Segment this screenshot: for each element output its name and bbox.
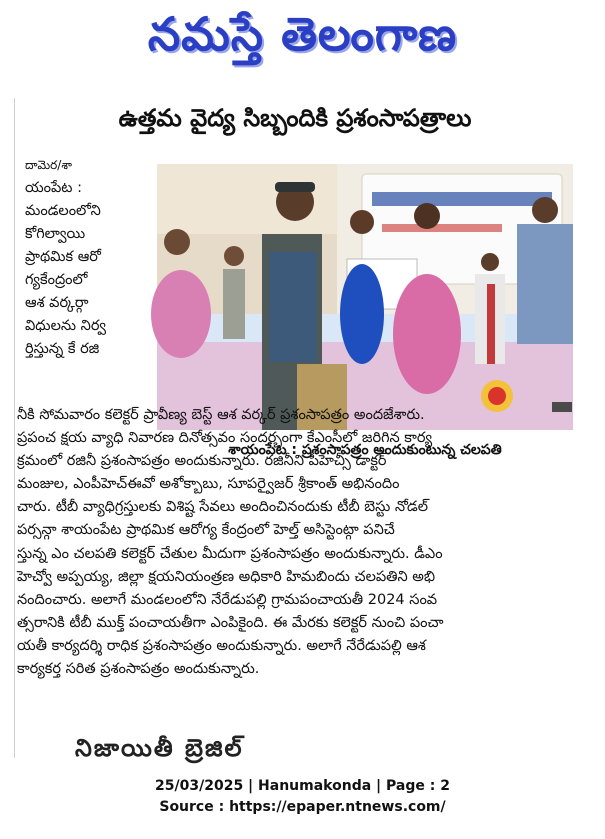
dateline: దామెర/శా bbox=[25, 158, 72, 172]
cut-headline-text: నిజాయితీ బ్రెజిల్ bbox=[75, 734, 244, 762]
lead-line: యంపేట : bbox=[25, 180, 82, 196]
photo-caption: శాయంపేట : ప్రశంసాపత్రం అందుకుంటున్న చలపతి bbox=[228, 442, 502, 458]
lead-line: మండలంలోని bbox=[25, 203, 101, 219]
news-clipping bbox=[14, 98, 575, 762]
body-line: పర్సన్గా శాయంపేట ప్రాథమిక ఆరోగ్య కేంద్రంలో హెల్త్ అసిస్టెంట్గా పనిచే bbox=[17, 522, 395, 539]
newspaper-logo: నమస్తే తెలంగాణ bbox=[147, 7, 458, 61]
body-line: క్రమంలో రజినీ ప్రశంసాపత్రం అందుకున్నారు. రజినీని పీహెచ్సీ డాక్టర్ bbox=[17, 453, 387, 470]
lead-line: ప్రాథమిక ఆరో bbox=[25, 249, 101, 265]
body-line: హెచ్వో అప్పయ్య, జిల్లా క్షయనియంత్రణ అధికారి హిమబిందు చలపతిని అభి bbox=[17, 568, 436, 585]
masthead bbox=[0, 0, 605, 80]
edition-info: 25/03/2025 | Hanumakonda | Page : 2 bbox=[155, 778, 450, 794]
body-line: ప్రపంచ క్షయ వ్యాధి నివారణ దినోత్సవం సందర్భంగా కేఎంసీలో జరిగిన కార్య bbox=[17, 430, 433, 447]
lead-line: విధులను నిర్వ bbox=[25, 318, 107, 334]
article-body bbox=[17, 404, 573, 681]
body-line: కార్యకర్త సరిత ప్రశంసాపత్రం అందుకున్నారు. bbox=[17, 661, 260, 678]
article-lead-column bbox=[25, 154, 153, 361]
body-line: స్తున్న ఎం చలపతి కలెక్టర్ చేతుల మీదుగా ప్రశంసాపత్రం అందుకున్నారు. డీఎం bbox=[17, 545, 443, 562]
body-line: నందించారు. అలాగే మండలంలోని నేరేడుపల్లి గ్రామపంచాయతీ 2024 సంవ bbox=[17, 591, 438, 608]
lead-line: గ్యకేంద్రంలో bbox=[25, 272, 88, 288]
article-headline: ఉత్తమ వైద్య సిబ్బందికి ప్రశంసాపత్రాలు bbox=[118, 104, 472, 132]
article-photo bbox=[157, 164, 573, 430]
next-article-headline-cut bbox=[75, 734, 455, 762]
lead-line: ర్తిస్తున్న కే రజి bbox=[25, 341, 100, 357]
body-line: నీకి సోమవారం కలెక్టర్ ప్రావీణ్య బెస్ట్ ఆశ వర్కర్ ప్రశంసాపత్రం అందజేశారు. bbox=[17, 407, 425, 423]
body-line: యతీ కార్యదర్శి రాధిక ప్రశంసాపత్రం అందుకున్నారు. అలాగే నేరేడుపల్లి ఆశ bbox=[17, 637, 426, 654]
lead-line: కోగిల్వాయి bbox=[25, 226, 86, 242]
body-line: చారు. టీబీ వ్యాధిగ్రస్తులకు విశిష్ట సేవలు అందించినందుకు టీబీ బెస్టు నోడల్ bbox=[17, 499, 429, 516]
body-line: మంజుల, ఎంపీహెచ్ఈవో అశోక్బాబు, సూపర్వైజర్ శ్రీకాంత్ అభినందిం bbox=[17, 476, 400, 493]
source-link[interactable]: Source : https://epaper.ntnews.com/ bbox=[159, 799, 446, 815]
award-ceremony-photo bbox=[157, 164, 573, 430]
body-line: త్సరానికి టీబీ ముక్త్ పంచాయతీగా ఎంపికైంది. ఈ మేరకు కలెక్టర్ నుంచి పంచా bbox=[17, 614, 444, 631]
lead-line: ఆశ వర్కర్గా bbox=[25, 295, 89, 311]
